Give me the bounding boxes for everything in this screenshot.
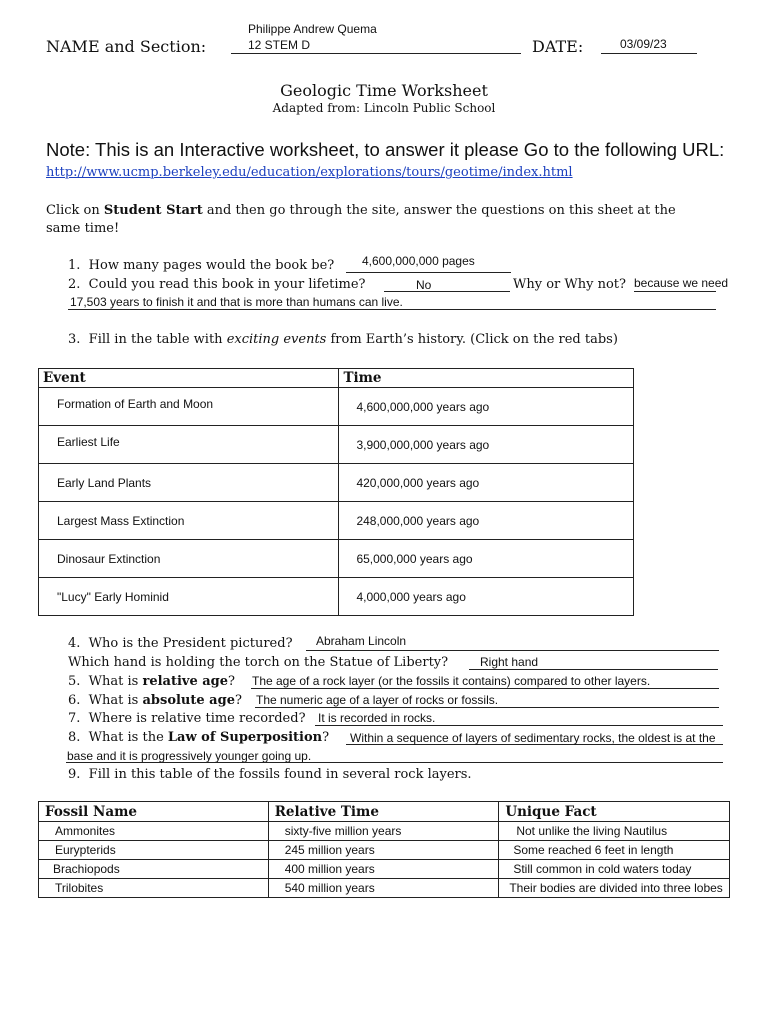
student-start-bold: Student Start	[103, 203, 203, 218]
q1-answer: 4,600,000,000 pages	[362, 254, 475, 268]
events-table	[38, 368, 634, 616]
student-name-answer: Philippe Andrew Quema	[248, 22, 377, 36]
fossil-name-cell[interactable]: Brachiopods	[39, 860, 269, 879]
note-text: Note: This is an Interactive worksheet, to answer it please Go to the following URL:	[46, 139, 725, 160]
q6-underline	[255, 707, 719, 708]
exciting-events-italic: exciting events	[226, 332, 327, 347]
table-row	[39, 388, 634, 426]
event-name-cell[interactable]: "Lucy" Early Hominid	[39, 578, 339, 616]
q5-underline	[251, 688, 719, 689]
worksheet-subtitle: Adapted from: Lincoln Public School	[272, 101, 496, 115]
q6-answer: The numeric age of a layer of rocks or fossils.	[256, 693, 499, 707]
q2-why-underline-2	[68, 309, 716, 310]
fossils-header-time: Relative Time	[268, 802, 499, 822]
table-row	[39, 860, 730, 879]
date-underline	[601, 53, 697, 54]
event-time-cell[interactable]: 248,000,000 years ago	[339, 502, 634, 540]
question-3: 3. Fill in the table with exciting events from Earth’s history. (Click on the red tabs)	[68, 332, 618, 347]
question-4b: Which hand is holding the torch on the Statue of Liberty?	[68, 655, 449, 670]
fossil-fact-cell[interactable]: Not unlike the living Nautilus	[499, 822, 730, 841]
table-row	[39, 841, 730, 860]
question-1: 1. How many pages would the book be?	[68, 258, 335, 273]
fossils-table	[38, 801, 730, 898]
q2-why-answer: because we need	[634, 276, 729, 290]
fossils-header-fact: Unique Fact	[499, 802, 730, 822]
question-5: 5. What is relative age?	[68, 674, 236, 689]
fossil-name-cell[interactable]: Eurypterids	[39, 841, 269, 860]
event-name-cell[interactable]: Early Land Plants	[39, 464, 339, 502]
event-name-cell[interactable]: Largest Mass Extinction	[39, 502, 339, 540]
q5-answer: The age of a rock layer (or the fossils it contains) compared to other layers.	[252, 674, 651, 688]
q4b-answer: Right hand	[480, 655, 539, 669]
q1-underline	[346, 272, 511, 273]
instructions-line-1: Click on Student Start and then go through the site, answer the questions on this sheet at the	[46, 203, 676, 218]
name-underline	[231, 53, 521, 54]
question-6: 6. What is absolute age?	[68, 693, 242, 708]
question-8: 8. What is the Law of Superposition?	[68, 730, 330, 745]
q7-underline	[315, 725, 723, 726]
event-name-cell[interactable]: Earliest Life	[39, 423, 339, 461]
table-row	[39, 464, 634, 502]
fossils-header-name: Fossil Name	[39, 802, 269, 822]
event-time-cell[interactable]: 4,600,000,000 years ago	[339, 388, 634, 426]
table-row	[39, 540, 634, 578]
table-row	[39, 426, 634, 464]
event-name-cell[interactable]: Dinosaur Extinction	[39, 540, 339, 578]
fossil-time-cell[interactable]: 245 million years	[268, 841, 499, 860]
instructions-line-2: same time!	[46, 221, 120, 236]
date-label: DATE:	[532, 37, 584, 56]
q8-underline-2	[66, 762, 723, 763]
event-time-cell[interactable]: 65,000,000 years ago	[339, 540, 634, 578]
fossil-name-cell[interactable]: Trilobites	[39, 879, 269, 898]
fossil-time-cell[interactable]: sixty-five million years	[268, 822, 499, 841]
fossil-name-cell[interactable]: Ammonites	[39, 822, 269, 841]
q2-underline	[384, 291, 510, 292]
q4-answer: Abraham Lincoln	[316, 634, 407, 648]
q2-why-label: Why or Why not?	[513, 277, 626, 292]
table-row	[39, 502, 634, 540]
table-row	[39, 879, 730, 898]
worksheet-title: Geologic Time Worksheet	[280, 81, 488, 100]
q2-why-answer-continued: 17,503 years to finish it and that is more than humans can live.	[70, 295, 403, 309]
table-row	[39, 578, 634, 616]
fossil-fact-cell[interactable]: Still common in cold waters today	[499, 860, 730, 879]
q2-why-underline	[634, 291, 716, 292]
event-time-cell[interactable]: 4,000,000 years ago	[339, 578, 634, 616]
question-9: 9. Fill in this table of the fossils found in several rock layers.	[68, 767, 472, 782]
event-time-cell[interactable]: 420,000,000 years ago	[339, 464, 634, 502]
question-2: 2. Could you read this book in your lifetime?	[68, 277, 366, 292]
question-7: 7. Where is relative time recorded?	[68, 711, 306, 726]
fossil-time-cell[interactable]: 400 million years	[268, 860, 499, 879]
date-answer: 03/09/23	[620, 37, 667, 51]
fossil-fact-cell[interactable]: Their bodies are divided into three lobes	[499, 879, 730, 898]
section-answer: 12 STEM D	[248, 38, 311, 52]
table-row	[39, 822, 730, 841]
q8-answer-continued: base and it is progressively younger going up.	[67, 749, 312, 763]
q4b-underline	[469, 669, 718, 670]
fossil-fact-cell[interactable]: Some reached 6 feet in length	[499, 841, 730, 860]
events-header-event: Event	[39, 369, 339, 388]
worksheet-url-link[interactable]: http://www.ucmp.berkeley.edu/education/explorations/tours/geotime/index.html	[46, 165, 573, 180]
q8-answer: Within a sequence of layers of sedimentary rocks, the oldest is at the	[350, 731, 716, 745]
name-section-label: NAME and Section:	[46, 37, 207, 56]
fossil-time-cell[interactable]: 540 million years	[268, 879, 499, 898]
q2-answer: No	[416, 278, 432, 292]
fossils-table-header	[39, 802, 730, 822]
events-header-time: Time	[339, 369, 634, 388]
absolute-age-bold: absolute age	[142, 693, 235, 708]
event-time-cell[interactable]: 3,900,000,000 years ago	[339, 426, 634, 464]
q4-underline	[306, 650, 719, 651]
relative-age-bold: relative age	[142, 674, 229, 689]
law-of-superposition-bold: Law of Superposition	[167, 730, 323, 745]
question-4: 4. Who is the President pictured?	[68, 636, 293, 651]
event-name-cell[interactable]: Formation of Earth and Moon	[39, 385, 339, 423]
q7-answer: It is recorded in rocks.	[318, 711, 436, 725]
